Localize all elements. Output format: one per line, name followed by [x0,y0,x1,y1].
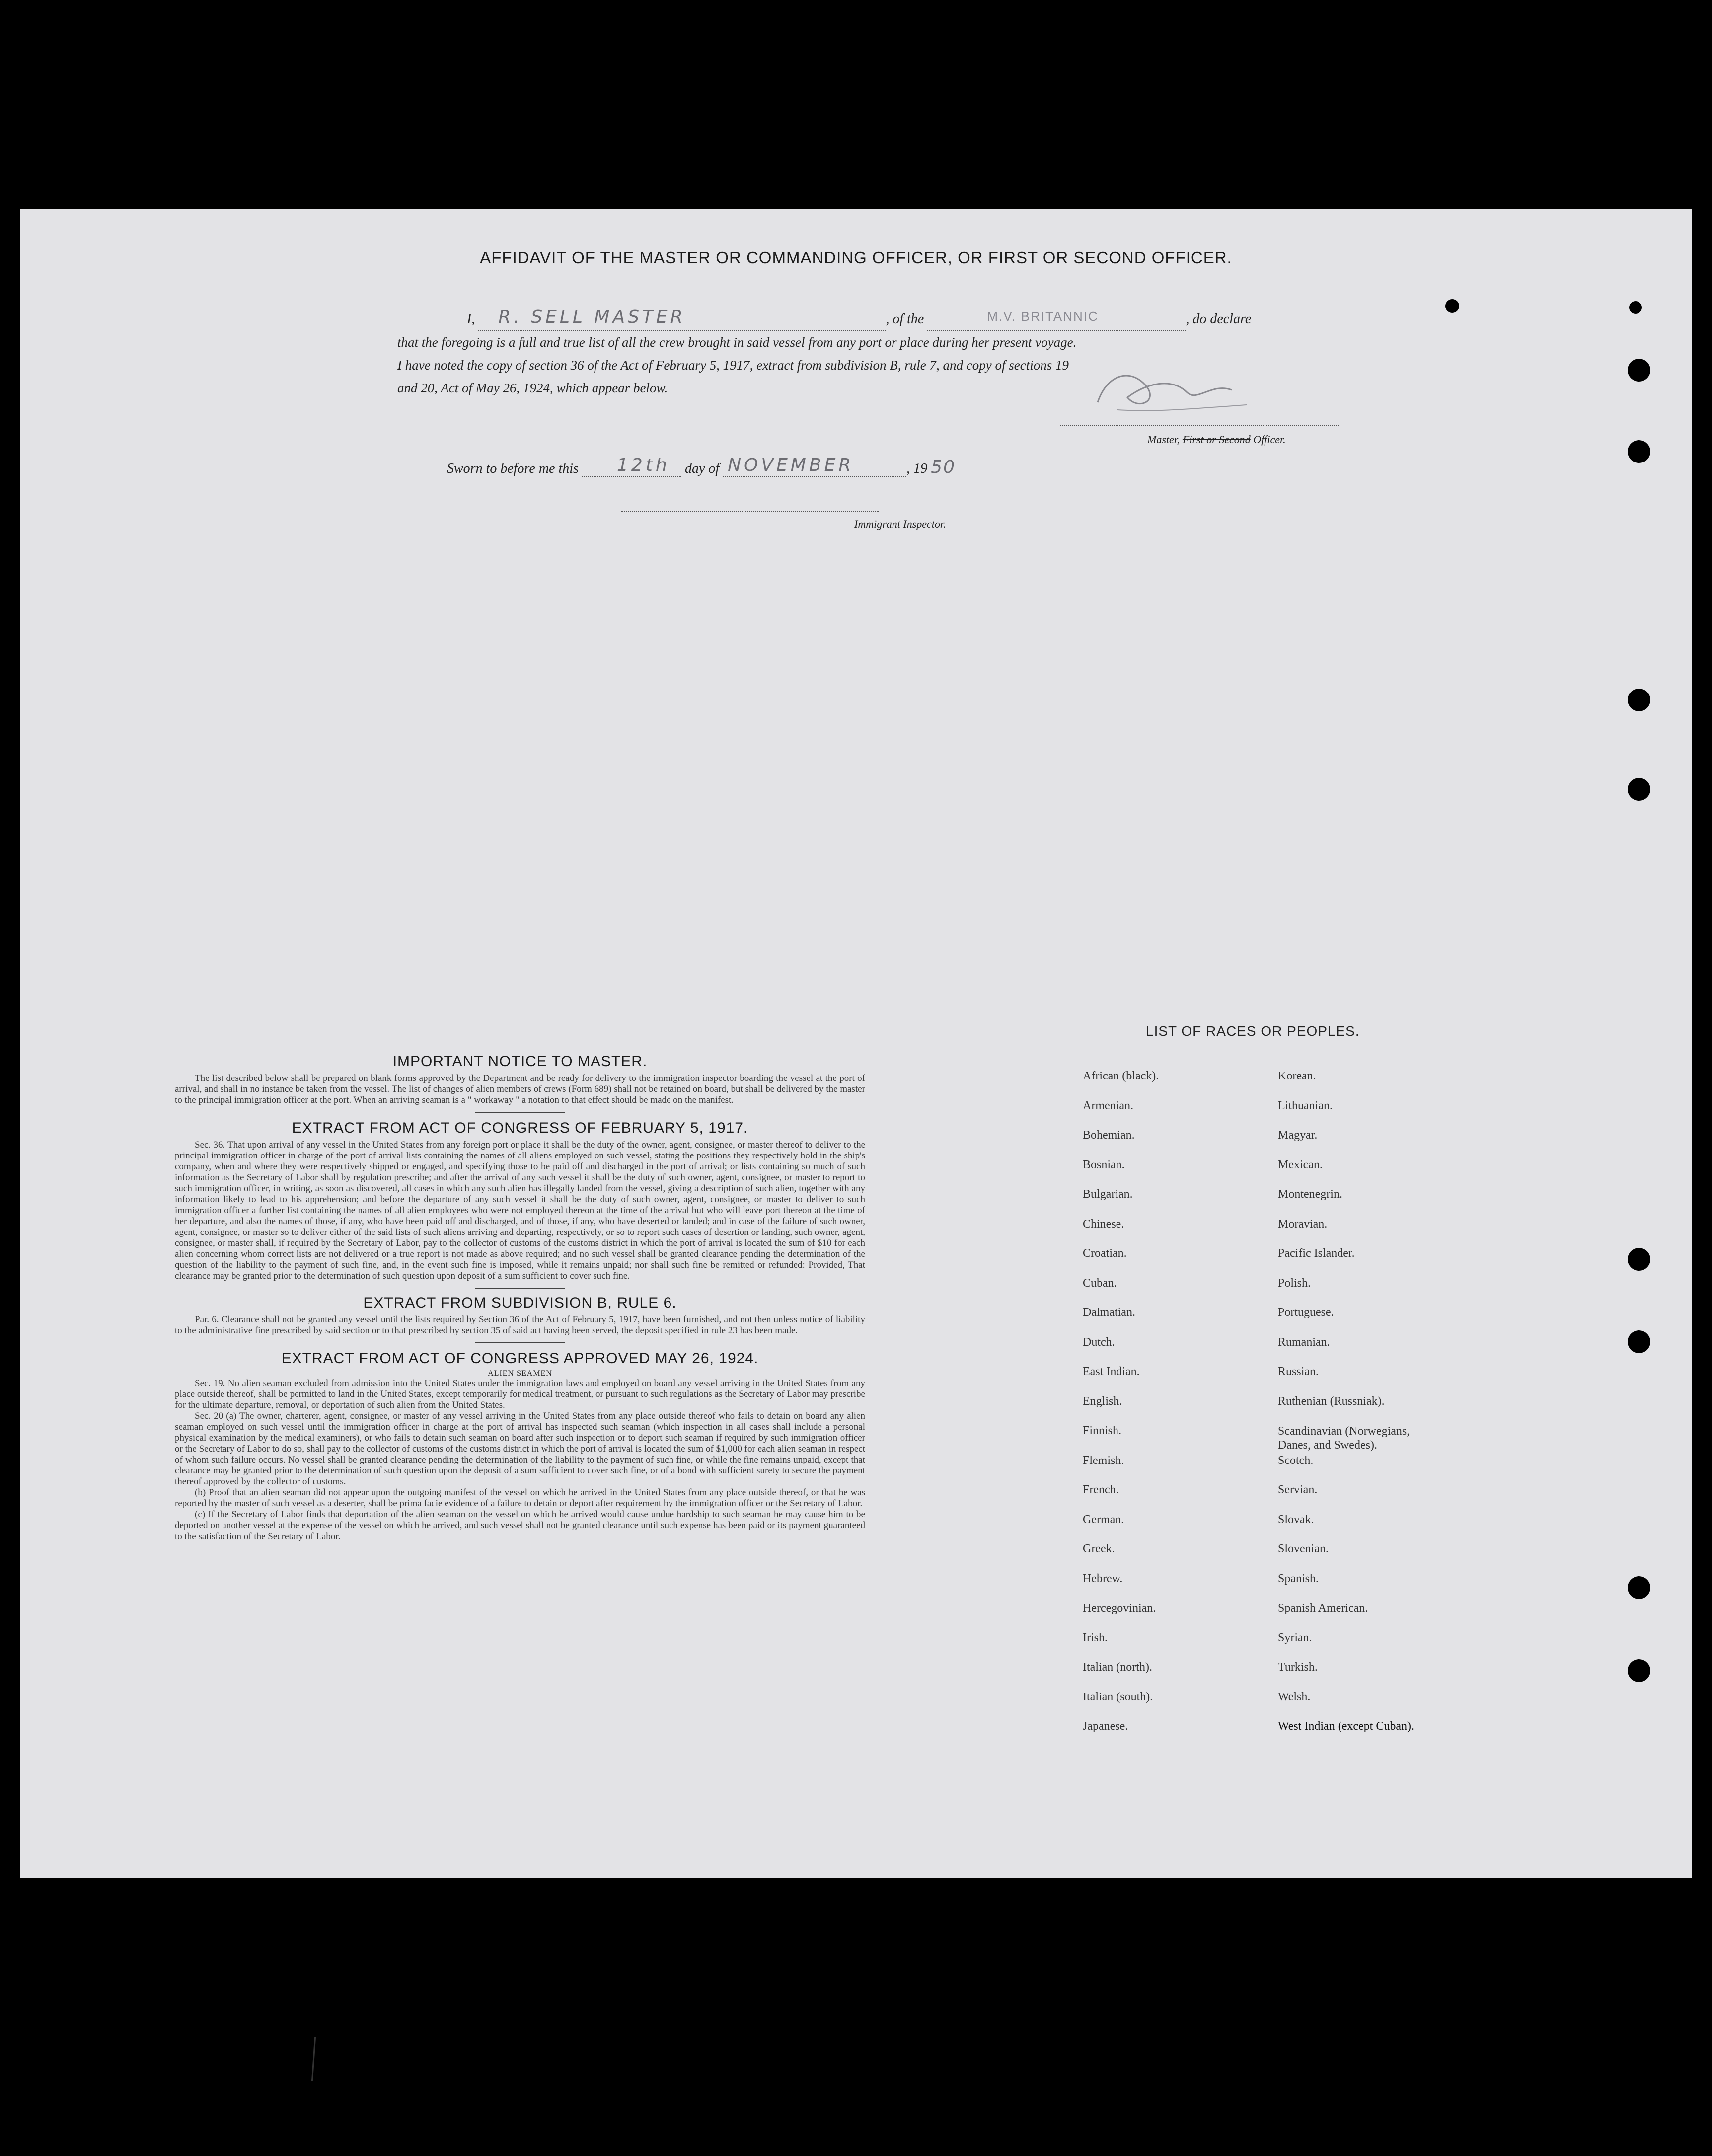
race-item: Pacific Islander. [1278,1247,1355,1260]
margin-mark [311,2037,316,2081]
race-item: Greek. [1083,1542,1115,1555]
ink-mark [1629,301,1642,314]
race-item: Moravian. [1278,1217,1328,1231]
race-item: Japanese. [1083,1720,1128,1733]
rule-6-title: EXTRACT FROM SUBDIVISION B, RULE 6. [363,1295,677,1311]
race-item: German. [1083,1513,1124,1526]
race-item: Spanish. [1278,1572,1319,1585]
race-item: Welsh. [1278,1690,1311,1703]
race-item: African (black). [1083,1070,1159,1082]
extract-1917-text: Sec. 36. That upon arrival of any vessel in the United States from any foreign port or place it shall be the duty of the owner, agent, consignee, or master thereof to deliver to the principal immigration officer in charge of the port of arrival lists containing the names of all aliens employed on such vessel, stating the positions they respectively hold in the ship's company, when and where they were respectively shipped or engaged, and specifying those to be paid off and discharged in the port of arrival; or lists containing so much of such information as the Secretary of Labor shall by regulation prescribe; and after the arrival of any such vessel it shall be the duty of such owner, agent, consignee, or master to report to such immigration officer, in writing, as soon as discovered, all cases in which any such alien has illegally landed from the vessel, giving a description of such alien, together with any information likely to lead to his apprehension; and before the departure of any such vessel it shall be the duty of such owner, agent, consignee, or master to deliver to such immigration officer a further list containing the names of all alien employees who were not employed thereon at the time of the arrival but who will leave port thereon at the time of her departure, and also the names of those, if any, who have been paid off and discharged, and of those, if any, who have deserted or landed; and in case of the failure of such owner, agent, consignee, or master so to deliver either of the said lists of such aliens arriving and departing, respectively, or so to report such cases of desertion or landing, such owner, agent, consignee, or master shall, if required by the Secretary of Labor, pay to the collector of customs of the customs district in which the port of arrival is located the sum of $10 for each alien concerning whom correct lists are not delivered or a true report is not made as above required; and no such vessel shall be granted clearance pending the determination of the question of the liability to the payment of such fine, and, in the event such fine is imposed, while it remains unpaid; nor shall such fine be remitted or refunded: Provided, That clearance may be granted prior to the determination of such question upon deposit of a sum sufficient to cover such fine. [175,1140,865,1281]
race-item: Cuban. [1083,1276,1117,1290]
race-item: Portuguese. [1278,1306,1334,1319]
month-handwritten: NOVEMBER [728,455,854,475]
do-declare-label: , do declare [1186,311,1252,327]
race-item: French. [1083,1483,1119,1496]
race-item: Finnish. [1083,1424,1122,1437]
punch-hole [1628,778,1650,801]
race-item: Dalmatian. [1083,1306,1135,1319]
race-item: Servian. [1278,1483,1318,1496]
race-item: Spanish American. [1278,1602,1368,1615]
race-item: Polish. [1278,1276,1311,1290]
race-item: Magyar. [1278,1129,1318,1142]
race-item: Italian (south). [1083,1690,1153,1703]
race-item: Dutch. [1083,1335,1115,1349]
race-item: Hebrew. [1083,1572,1123,1585]
inspector-signature-line [621,511,879,512]
race-item: English. [1083,1394,1122,1408]
notices-column [175,1053,865,1542]
race-item: Rumanian. [1278,1335,1330,1349]
sworn-prefix: Sworn to before me this [447,461,579,476]
statement-line-2: that the foregoing is a full and true list of all the crew brought in said vessel from any port or place during her present voyage. [397,335,1077,350]
race-item: Montenegrin. [1278,1188,1342,1201]
master-name-handwritten: R. SELL MASTER [498,307,686,327]
vessel-name-field [927,311,1186,331]
race-item: Croatian. [1083,1247,1127,1260]
extract-1917-title: EXTRACT FROM ACT OF CONGRESS OF FEBRUARY 5, 1917. [292,1120,748,1136]
race-item: Russian. [1278,1365,1319,1378]
race-item: Ruthenian (Russniak). [1278,1394,1385,1408]
race-item: Hercegovinian. [1083,1602,1156,1615]
master-name-field [478,307,886,331]
divider [475,1288,565,1289]
caption-struck: First or Second [1182,433,1251,446]
year-handwritten: 50 [931,457,956,477]
punch-hole [1628,1330,1650,1353]
sec-20a-text: Sec. 20 (a) The owner, charterer, agent, consignee, or master of any vessel arriving in the United States from any place outside thereof who fails to detain on board any alien seaman employed on such vessel until the immigration officer in charge at the port of arrival has inspected such seaman (which inspection in all cases shall include a personal physical examination by the medical examiners), or who fails to detain such seaman on board after such inspection or to deport such seaman if required by such immigration officer or the Secretary of Labor to do so, shall pay to the collector of customs of the customs district in which the port of arrival is located the sum of $1,000 for each alien seaman in respect of whom such failure occurs. No vessel shall be granted clearance pending the determination of the liability to the payment of such fine, or while the fine remains unpaid, except that clearance may be granted prior to the determination of such question upon the deposit of a sum sufficient to cover such fine, or of a bond with sufficient surety to secure the payment thereof approved by the collector of customs. [175,1411,865,1487]
race-item: Irish. [1083,1631,1108,1644]
race-item: Bulgarian. [1083,1188,1133,1201]
month-field [723,455,906,477]
punch-hole [1628,689,1650,711]
race-item: Scandinavian (Norwegians, Danes, and Swedes). [1278,1425,1410,1452]
race-item: East Indian. [1083,1365,1140,1378]
affidavit-prefix: I, [467,311,475,327]
rule-6-text: Par. 6. Clearance shall not be granted any vessel until the lists required by Section 36 of the Act of February 5, 1917, have been furnished, and not then unless notice of liability to the administrative fine prescribed by said section or to that prescribed by section 35 of said act having been served, the deposit specified in rule 23 has been made. [175,1314,865,1336]
punch-hole [1628,359,1650,382]
race-item: Mexican. [1278,1158,1323,1171]
statement-line-4: and 20, Act of May 26, 1924, which appear below. [397,381,668,395]
race-item: Slovak. [1278,1513,1314,1526]
race-item: Scotch. [1278,1454,1314,1467]
day-handwritten: 12th [616,455,670,475]
punch-hole [1628,1248,1650,1271]
signature-line [1060,425,1339,426]
race-item: West Indian (except Cuban). [1278,1720,1414,1733]
sworn-line [447,457,956,477]
punch-hole [1628,1659,1650,1682]
sec-19-text: Sec. 19. No alien seaman excluded from admission into the United States under the immigration laws and employed on board any vessel arriving in the United States from any place outside thereof, shall be permitted to land in the United States, except temporarily for medical treatment, or pursuant to such regulations as the Secretary of Labor may prescribe for the ultimate departure, removal, or deportation of such alien from the United States. [175,1378,865,1410]
alien-seamen-subtitle: ALIEN SEAMEN [488,1369,552,1378]
affidavit-title: AFFIDAVIT OF THE MASTER OR COMMANDING OFFICER, OR FIRST OR SECOND OFFICER. [480,248,1232,267]
race-item: Korean. [1278,1070,1316,1082]
race-item: Slovenian. [1278,1542,1329,1555]
divider [475,1342,565,1343]
notice-text: The list described below shall be prepared on blank forms approved by the Department and be ready for delivery to the immigration inspector boarding the vessel at the port of arrival, and shall in no instance be taken from the vessel. The list of changes of alien members of crews (Form 689) shall not be retained on board, but shall be delivered by the master to the principal immigration officer at the port. When an arriving seaman is a " workaway " a notation to that effect should be made on the manifest. [175,1073,865,1105]
of-the-label: , of the [886,311,924,327]
race-item: Flemish. [1083,1454,1124,1467]
document-page [20,209,1692,1878]
statement-line-3: I have noted the copy of section 36 of the Act of February 5, 1917, extract from subdivision B, rule 7, and copy of sections 19 [397,358,1069,373]
sec-20c-text: (c) If the Secretary of Labor finds that deportation of the alien seaman on the vessel on which he arrived would cause undue hardship to such seaman he may cause him to be deported on another vessel at the expense of the vessel on which he arrived, and such vessel shall not be granted clearance until such expense has been paid or its payment guaranteed to the satisfaction of the Secretary of Labor. [175,1509,865,1541]
race-item: Lithuanian. [1278,1099,1333,1112]
punch-hole [1628,1576,1650,1599]
race-item: Bosnian. [1083,1158,1125,1171]
race-item: Turkish. [1278,1661,1318,1674]
race-item: Armenian. [1083,1099,1133,1112]
extract-1924-title: EXTRACT FROM ACT OF CONGRESS APPROVED MAY 26, 1924. [281,1350,759,1367]
divider [475,1112,565,1113]
punch-hole [1628,440,1650,463]
caption-officer: Officer. [1253,433,1286,446]
race-item: Chinese. [1083,1217,1124,1231]
race-item: Bohemian. [1083,1129,1135,1142]
ink-mark [1445,299,1459,313]
day-field [582,455,681,477]
year-prefix: , 19 [906,461,928,476]
race-item: Syrian. [1278,1631,1312,1644]
caption-master: Master, [1147,433,1180,446]
races-title: LIST OF RACES OR PEOPLES. [1146,1023,1360,1039]
vessel-name-stamp: M.V. BRITANNIC [987,309,1099,324]
notice-title: IMPORTANT NOTICE TO MASTER. [392,1053,648,1070]
race-item: Italian (north). [1083,1661,1152,1674]
inspector-caption: Immigrant Inspector. [854,518,946,530]
master-signature [1088,363,1257,417]
signature-caption [1147,433,1286,446]
day-of-label: day of [684,461,720,476]
sec-20b-text: (b) Proof that an alien seaman did not appear upon the outgoing manifest of the vessel on which he arrived in the United States from any place outside thereof, or that he was reported by the master of such vessel as a deserter, shall be prima facie evidence of a failure to detain or deport after requirement by the immigration officer or the Secretary of Labor. [175,1487,865,1509]
